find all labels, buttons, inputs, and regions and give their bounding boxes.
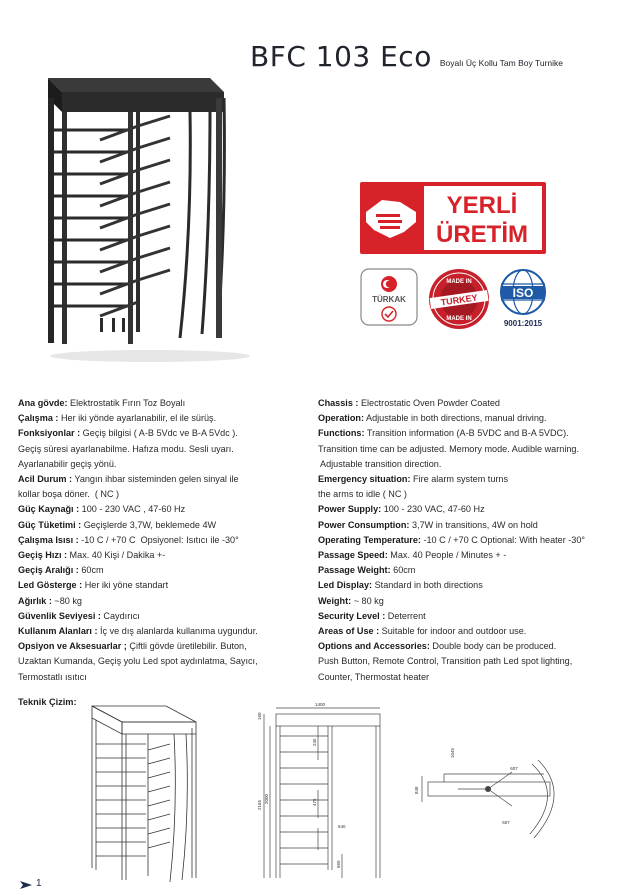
svg-text:2165: 2165 — [257, 799, 262, 810]
spec-row-tr — [18, 654, 318, 669]
spec-row-en — [318, 594, 623, 609]
spec-key: Passage Speed: — [318, 550, 388, 561]
spec-value: Max. 40 Kişi / Dakika +- — [67, 550, 166, 561]
spec-value: Ayarlanabilir geçiş yönü. — [18, 458, 117, 469]
spec-value: Çiftli gövde üretilebilir. Buton, — [126, 641, 247, 652]
spec-value: 100 - 230 VAC, 47-60 Hz — [381, 504, 485, 515]
spec-value: kollar boşa döner. ( NC ) — [18, 489, 120, 500]
spec-row-tr — [18, 472, 318, 487]
spec-key: Passage Weight: — [318, 565, 391, 576]
spec-key: Areas of Use : — [318, 626, 380, 637]
svg-text:2000: 2000 — [264, 793, 269, 804]
svg-text:607: 607 — [510, 766, 518, 771]
product-title: BFC 103 Eco — [250, 40, 432, 73]
spec-value: Transition time can be adjusted. Memory mode. Audible warning. — [318, 443, 579, 454]
spec-key: Operating Temperature: — [318, 534, 421, 545]
spec-key: Chassis : — [318, 398, 359, 408]
iso-badge — [495, 268, 551, 330]
svg-text:1400: 1400 — [314, 702, 326, 707]
spec-row-en — [318, 396, 623, 411]
spec-row-en — [318, 426, 623, 441]
spec-key: Led Gösterge : — [18, 580, 83, 591]
spec-key: Geçiş Hızı : — [18, 550, 68, 561]
spec-row-tr — [18, 426, 318, 441]
svg-text:245: 245 — [312, 738, 317, 746]
spec-value: the arms to idle ( NC ) — [318, 489, 407, 500]
spec-value: -10 C / +70 C Optional: With heater -30° — [420, 534, 586, 545]
spec-value: Counter, Thermostat heater — [318, 671, 430, 682]
spec-row-en — [318, 609, 623, 624]
spec-row-en — [318, 457, 623, 472]
turkak-text: TÜRKAK — [372, 295, 406, 304]
spec-key: Fonksiyonlar : — [18, 428, 81, 439]
spec-value: 3,7W in transitions, 4W on hold — [409, 519, 538, 530]
iso-number: 9001:2015 — [503, 319, 543, 328]
spec-value: Uzaktan Kumanda, Geçiş yolu Led spot aydınlatma, Sayıcı, — [18, 656, 258, 667]
iso-text: ISO — [512, 286, 534, 300]
spec-row-en — [318, 533, 623, 548]
spec-key: Güç Tüketimi : — [18, 519, 82, 530]
spec-row-en — [318, 563, 623, 578]
spec-row-en — [318, 578, 623, 593]
spec-key: Power Supply: — [318, 504, 382, 515]
spec-key: Emergency situation: — [318, 474, 411, 485]
technical-drawing-isometric — [86, 698, 204, 885]
specs-turkish — [18, 396, 318, 685]
svg-text:540: 540 — [338, 824, 346, 829]
spec-row-tr — [18, 609, 318, 624]
technical-drawing-front — [258, 700, 398, 884]
spec-value: Standard in both directions — [372, 580, 483, 591]
spec-row-tr — [18, 670, 318, 685]
yerli-text: YERLİ — [446, 192, 518, 219]
spec-row-en — [318, 442, 623, 457]
product-image — [40, 68, 240, 368]
technical-drawing-plan — [414, 744, 564, 844]
spec-value: Yangın ihbar sisteminden gelen sinyal ile — [72, 474, 239, 485]
spec-row-tr — [18, 411, 318, 426]
spec-row-tr — [18, 594, 318, 609]
spec-row-tr — [18, 548, 318, 563]
spec-value: Adjustable transition direction. — [318, 458, 442, 469]
svg-text:1045: 1045 — [450, 747, 455, 758]
spec-row-tr — [18, 624, 318, 639]
spec-row-tr — [18, 563, 318, 578]
spec-value: İç ve dış alanlarda kullanıma uygundur. — [97, 626, 258, 637]
spec-key: Power Consumption: — [318, 519, 410, 530]
spec-row-en — [318, 518, 623, 533]
spec-value: -10 C / +70 C Opsiyonel: Isıtıcı ile -30° — [78, 534, 239, 545]
spec-value: 60cm — [390, 565, 416, 576]
spec-key: Kullanım Alanları : — [18, 626, 98, 637]
spec-value: Geçiş süresi ayarlanabilme. Hafıza modu. Sesli uyarı. — [18, 443, 234, 454]
spec-row-tr — [18, 502, 318, 517]
spec-row-tr — [18, 533, 318, 548]
spec-row-en — [318, 487, 623, 502]
spec-value: Double body can be produced. — [429, 641, 557, 652]
spec-value: Electrostatic Oven Powder Coated — [358, 398, 500, 408]
svg-text:607: 607 — [502, 820, 510, 825]
svg-text:MADE IN: MADE IN — [446, 316, 472, 322]
spec-row-en — [318, 502, 623, 517]
spec-value: Her iki yönde ayarlanabilir, el ile sürüş. — [58, 413, 217, 424]
svg-text:160: 160 — [257, 712, 262, 720]
spec-key: Opsiyon ve Aksesuarlar ; — [18, 641, 127, 652]
spec-row-tr — [18, 487, 318, 502]
spec-row-tr — [18, 639, 318, 654]
spec-value: Caydırıcı — [100, 610, 140, 621]
spec-value: 60cm — [78, 565, 104, 576]
spec-row-tr — [18, 442, 318, 457]
spec-value: Fire alarm system turns — [410, 474, 509, 485]
spec-value: ~80 kg — [51, 595, 82, 606]
spec-value: Push Button, Remote Control, Transition path Led spot lighting, — [318, 656, 573, 667]
spec-value: Her iki yöne standart — [82, 580, 169, 591]
spec-value: Elektrostatik Fırın Toz Boyalı — [67, 398, 186, 408]
spec-key: Güvenlik Seviyesi : — [18, 610, 101, 621]
spec-row-en — [318, 670, 623, 685]
product-subtitle: Boyalı Üç Kollu Tam Boy Turnike — [439, 58, 563, 68]
uretim-text: ÜRETİM — [436, 221, 528, 248]
spec-value: Geçişlerde 3,7W, beklemede 4W — [81, 519, 217, 530]
title-block — [250, 40, 620, 76]
spec-row-en — [318, 472, 623, 487]
svg-text:848: 848 — [414, 786, 419, 794]
spec-value: Geçiş bilgisi ( A-B 5Vdc ve B-A 5Vdc ). — [80, 428, 238, 439]
turkak-badge — [360, 268, 418, 326]
svg-text:475: 475 — [312, 798, 317, 806]
spec-value: ~ 80 kg — [351, 595, 384, 606]
spec-value: 100 - 230 VAC , 47-60 Hz — [79, 504, 186, 515]
spec-key: Operation: — [318, 413, 364, 424]
svg-text:TURKEY: TURKEY — [440, 292, 479, 308]
svg-text:MADE IN: MADE IN — [446, 279, 472, 285]
spec-key: Options and Accessories: — [318, 641, 430, 652]
spec-key: Weight: — [318, 595, 352, 606]
spec-row-en — [318, 654, 623, 669]
spec-value: Deterrent — [385, 610, 426, 621]
spec-key: Security Level : — [318, 610, 386, 621]
spec-row-en — [318, 639, 623, 654]
spec-key: Ağırlık : — [18, 595, 52, 606]
spec-row-en — [318, 548, 623, 563]
spec-key: Led Display: — [318, 580, 373, 591]
made-in-turkey-seal — [428, 268, 490, 330]
spec-row-tr — [18, 396, 318, 411]
spec-row-tr — [18, 578, 318, 593]
yerli-uretim-badge — [360, 182, 546, 254]
technical-drawing-label: Teknik Çizim: — [18, 697, 77, 707]
spec-row-tr — [18, 518, 318, 533]
page-arrow-icon — [20, 881, 32, 889]
spec-key: Geçiş Aralığı : — [18, 565, 79, 576]
specs-english — [318, 396, 623, 685]
spec-value: Transition information (A-B 5VDC and B-A 5VDC). — [364, 428, 569, 439]
spec-key: Güç Kaynağı : — [18, 504, 80, 515]
spec-key: Çalışma : — [18, 413, 59, 424]
spec-row-tr — [18, 457, 318, 472]
spec-value: Adjustable in both directions, manual driving. — [363, 413, 547, 424]
spec-row-en — [318, 624, 623, 639]
page-number: 1 — [36, 878, 42, 889]
spec-value: Termostatlı ısıtıcı — [18, 671, 87, 682]
spec-key: Functions: — [318, 428, 365, 439]
spec-row-en — [318, 411, 623, 426]
spec-key: Ana gövde: — [18, 398, 68, 408]
spec-value: Max. 40 People / Minutes + - — [387, 550, 507, 561]
svg-text:660: 660 — [336, 860, 341, 868]
spec-key: Acil Durum : — [18, 474, 73, 485]
spec-key: Çalışma Isısı : — [18, 534, 79, 545]
spec-value: Suitable for indoor and outdoor use. — [379, 626, 527, 637]
